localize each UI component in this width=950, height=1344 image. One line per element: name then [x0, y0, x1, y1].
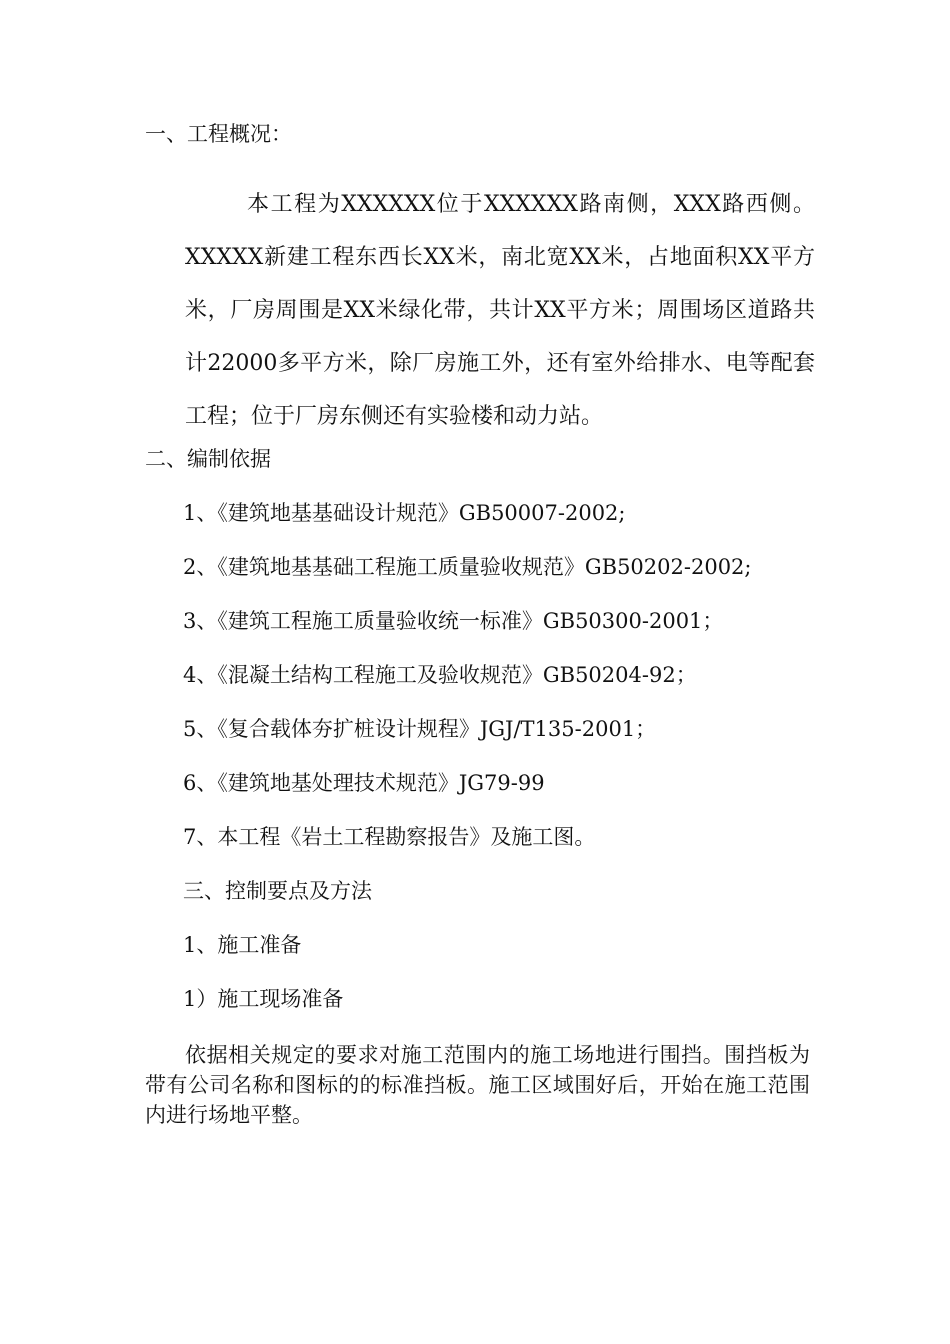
basis-item-1: 1、《建筑地基基础设计规范》GB50007-2002;	[183, 501, 626, 525]
basis-item-3: 3、《建筑工程施工质量验收统一标准》GB50300-2001；	[183, 609, 724, 633]
basis-item-2: 2、《建筑地基基础工程施工质量验收规范》GB50202-2002;	[183, 555, 752, 579]
basis-item-4: 4、《混凝土结构工程施工及验收规范》GB50204-92；	[183, 663, 697, 687]
basis-item-7: 7、本工程《岩土工程勘察报告》及施工图。	[183, 825, 596, 849]
subheading-preparation: 1、施工准备	[183, 933, 302, 957]
section-heading-basis: 二、编制依据	[145, 447, 271, 471]
subheading-site-preparation: 1）施工现场准备	[183, 987, 344, 1011]
basis-item-6: 6、《建筑地基处理技术规范》JG79-99	[183, 771, 545, 795]
section-heading-control: 三、控制要点及方法	[183, 879, 372, 903]
site-preparation-paragraph: 依据相关规定的要求对施工范围内的施工场地进行围挡。围挡板为带有公司名称和图标的的标准挡板。施工区域围好后，开始在施工范围内进行场地平整。	[145, 1043, 810, 1127]
section-heading-overview: 一、工程概况：	[145, 122, 292, 146]
overview-paragraph: 本工程为XXXXXX位于XXXXXX路南侧，XXX路西侧。XXXXX新建工程东西长XX米，南北宽XX米，占地面积XX平方米，厂房周围是XX米绿化带，共计XX平方米；周围场区道路共计22000多平方米，除厂房施工外，还有室外给排水、电等配套工程；位于厂房东侧还有实验楼和动力站。	[185, 192, 815, 429]
basis-item-5: 5、《复合载体夯扩桩设计规程》JGJ/T135-2001；	[183, 717, 657, 741]
